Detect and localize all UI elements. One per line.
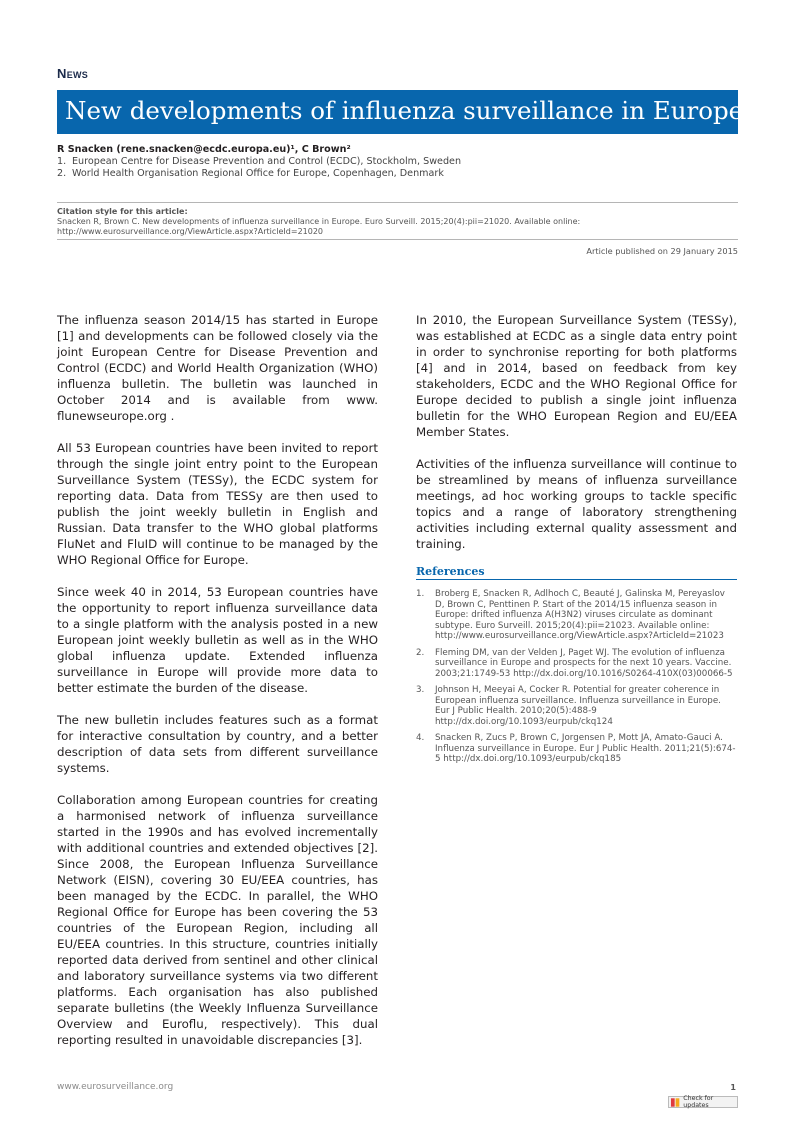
- citation-text: Snacken R, Brown C. New developments of influenza surveillance in Europe. Euro Surveill. 2015;20(4):pii=21020. Available online: http://www.eurosurveillance.org/ViewArticle.aspx?ArticleId=21020: [57, 217, 581, 236]
- affiliation-text: World Health Organisation Regional Office for Europe, Copenhagen, Denmark: [72, 168, 444, 179]
- check-for-updates-button[interactable]: [668, 1096, 738, 1108]
- affiliation-number: 1.: [57, 156, 67, 167]
- body-paragraph: Activities of the influenza surveillance will continue to be streamlined by means of influenza surveillance meetings, ad hoc working groups to tackle specific topics and a range of laboratory strengthening activities including external quality assessment and training.: [416, 457, 737, 551]
- citation-block: [57, 207, 738, 237]
- divider: [57, 239, 738, 240]
- reference-number: 2.: [416, 647, 425, 658]
- page-number: 1: [730, 1083, 736, 1092]
- article-title: New developments of influenza surveillance in Europe: [65, 96, 744, 125]
- reference-number: 1.: [416, 589, 425, 599]
- affiliation-number: 2.: [57, 168, 67, 179]
- reference-item: [416, 733, 737, 765]
- divider: [57, 202, 738, 203]
- reference-item: [416, 648, 737, 680]
- reference-text[interactable]: Fleming DM, van der Velden J, Paget WJ. The evolution of influenza surveillance in Europe and prospects for the next 10 years. Vaccine. 2003;21:1749-53 http://dx.doi.org/10.1016/S0264-410X(03)00066-5: [435, 647, 733, 679]
- citation-label: Citation style for this article:: [57, 207, 188, 216]
- reference-text[interactable]: Broberg E, Snacken R, Adlhoch C, Beauté J, Galinska M, Pereyaslov D, Brown C, Penttinen P. Start of the 2014/15 influenza season in Europe: drifted influenza A(H3N2) viruses circulate as dominant subtype. Euro Surveill. 2015;20(4):pii=21023. Available online: http://www.eurosurveillance.org/ViewArticle.aspx?ArticleId=21023: [435, 589, 725, 641]
- title-banner: [57, 90, 744, 134]
- affiliation-text: European Centre for Disease Prevention and Control (ECDC), Stockholm, Sweden: [72, 156, 462, 167]
- body-column-right: [416, 312, 737, 568]
- published-date: Article published on 29 January 2015: [586, 246, 738, 256]
- body-paragraph: The influenza season 2014/15 has started in Europe [1] and developments can be followed closely via the joint European Centre for Disease Prevention and Control (ECDC) and World Health Organization (WHO) influenza bulletin. The bulletin was launched in October 2014 and is available from www. flunewseurope.org .: [57, 313, 378, 423]
- affiliation-item: [57, 168, 738, 180]
- body-column-left: [57, 312, 378, 1064]
- body-paragraph: The new bulletin includes features such as a format for interactive consultation by country, and a better description of data sets from different surveillance systems.: [57, 713, 378, 775]
- reference-text[interactable]: Johnson H, Meeyai A, Cocker R. Potential for greater coherence in European influenza surveillance. Influenza surveillance in Europe. Eur J Public Health. 2010;20(5):488-9 http://dx.doi.org/10.1093/eurpub/ckq124: [435, 685, 721, 727]
- body-paragraph: Collaboration among European countries for creating a harmonised network of influenza surveillance started in the 1990s and has evolved incrementally with additional countries and extended objectives [2]. Since 2008, the European Influenza Surveillance Network (EISN), covering 30 EU/EEA countries, has been managed by the ECDC. In parallel, the WHO Regional Office for Europe has been covering the 53 countries of the European Region, including all EU/EEA countries. In this structure, countries initially reported data derived from sentinel and other clinical and laboratory surveillance systems via two different platforms. Each organisation has also published separate bulletins (the Weekly Influenza Surveillance Overview and Euroflu, respectively). This dual reporting resulted in unavoidable discrepancies [3].: [57, 793, 378, 1047]
- footer-url[interactable]: www.eurosurveillance.org: [57, 1082, 174, 1092]
- reference-number: 3.: [416, 685, 425, 695]
- references-heading: References: [416, 565, 737, 580]
- check-updates-icon: [670, 1097, 681, 1108]
- check-updates-label: Check for updates: [683, 1095, 714, 1109]
- author-block: [57, 144, 738, 180]
- section-label: News: [57, 66, 89, 81]
- reference-text[interactable]: Snacken R, Zucs P, Brown C, Jorgensen P, Mott JA, Amato-Gauci A. Influenza surveillance in Europe. Eur J Public Health. 2011;21(5):674-5 http://dx.doi.org/10.1093/eurpub/ckq185: [435, 733, 736, 764]
- body-paragraph: All 53 European countries have been invited to report through the single joint entry point to the European Surveillance System (TESSy), the ECDC system for reporting data. Data from TESSy are then used to publish the joint weekly bulletin in English and Russian. Data transfer to the WHO global platforms FluNet and FluID will continue to be managed by the WHO Regional Office for Europe.: [57, 441, 378, 567]
- affiliation-item: [57, 156, 738, 168]
- references-list: [416, 589, 737, 765]
- references-section: [416, 565, 737, 771]
- reference-number: 4.: [416, 733, 425, 743]
- author-names: R Snacken (rene.snacken@ecdc.europa.eu)¹, C Brown²: [57, 144, 351, 155]
- body-paragraph: Since week 40 in 2014, 53 European countries have the opportunity to report influenza surveillance data to a single platform with the analysis posted in a new European joint weekly bulletin as well as in the WHO global influenza update. Extended influenza surveillance in Europe will provide more data to better estimate the burden of the disease.: [57, 585, 378, 695]
- body-paragraph: In 2010, the European Surveillance System (TESSy), was established at ECDC as a single data entry point in order to synchronise reporting for both platforms [4] and in 2014, based on feedback from key stakeholders, ECDC and the WHO Regional Office for Europe decided to publish a single joint influenza bulletin for the WHO European Region and EU/EEA Member States.: [416, 313, 737, 439]
- reference-item: [416, 589, 737, 642]
- reference-item: [416, 685, 737, 727]
